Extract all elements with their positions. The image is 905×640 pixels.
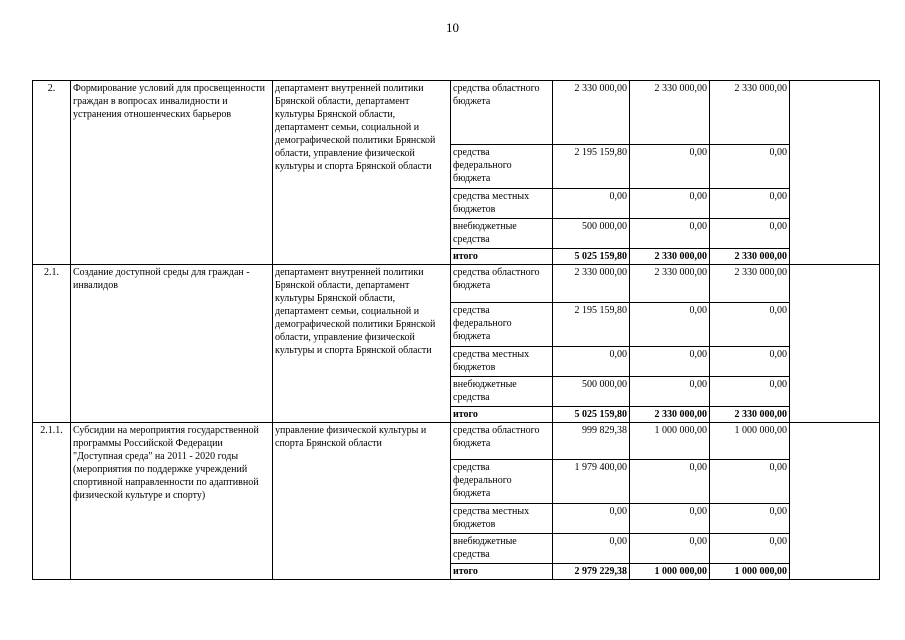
amount-year-1: 2 330 000,00 [553, 265, 630, 303]
funding-source: средства областного бюджета [451, 423, 553, 460]
amount-year-1: 2 195 159,80 [553, 303, 630, 347]
amount-year-3: 0,00 [710, 460, 790, 504]
amount-year-1: 2 195 159,80 [553, 145, 630, 189]
table-row [33, 423, 880, 460]
executor: департамент внутренней политики Брянской области, департамент культуры Брянской области, департамент семьи, социальной и демографической политики Брянской области, управление физической культуры и спорта Брянской области [273, 81, 451, 265]
funding-source: средства областного бюджета [451, 81, 553, 145]
table-row [33, 265, 880, 303]
amount-year-1: 1 979 400,00 [553, 460, 630, 504]
empty-cell [790, 265, 880, 423]
total-year-3: 1 000 000,00 [710, 564, 790, 580]
amount-year-3: 0,00 [710, 189, 790, 219]
total-year-2: 2 330 000,00 [630, 407, 710, 423]
amount-year-1: 500 000,00 [553, 377, 630, 407]
measure-name: Субсидии на мероприятия государственной программы Российской Федерации "Доступная среда" на 2011 - 2020 годы (мероприятия по поддержке учреждений спортивной направленности по адаптивной физической культуре и спорту) [71, 423, 273, 580]
funding-source: средства областного бюджета [451, 265, 553, 303]
funding-source: средства местных бюджетов [451, 347, 553, 377]
amount-year-2: 0,00 [630, 189, 710, 219]
total-year-1: 5 025 159,80 [553, 407, 630, 423]
funding-source: средства федерального бюджета [451, 303, 553, 347]
amount-year-3: 0,00 [710, 219, 790, 249]
funding-source-total: итого [451, 249, 553, 265]
amount-year-2: 0,00 [630, 219, 710, 249]
table-row [33, 81, 880, 145]
amount-year-1: 2 330 000,00 [553, 81, 630, 145]
amount-year-2: 0,00 [630, 534, 710, 564]
measure-name: Формирование условий для просвещенности граждан в вопросах инвалидности и устранения отношенческих барьеров [71, 81, 273, 265]
amount-year-2: 1 000 000,00 [630, 423, 710, 460]
total-year-1: 2 979 229,38 [553, 564, 630, 580]
measure-name: Создание доступной среды для граждан - инвалидов [71, 265, 273, 423]
funding-source-total: итого [451, 564, 553, 580]
total-year-3: 2 330 000,00 [710, 249, 790, 265]
amount-year-3: 2 330 000,00 [710, 265, 790, 303]
amount-year-3: 0,00 [710, 145, 790, 189]
amount-year-1: 0,00 [553, 504, 630, 534]
page-number: 10 [446, 20, 459, 35]
amount-year-3: 0,00 [710, 347, 790, 377]
funding-source: внебюджетные средства [451, 534, 553, 564]
amount-year-3: 1 000 000,00 [710, 423, 790, 460]
funding-source: внебюджетные средства [451, 219, 553, 249]
amount-year-2: 0,00 [630, 504, 710, 534]
amount-year-2: 2 330 000,00 [630, 81, 710, 145]
amount-year-2: 0,00 [630, 347, 710, 377]
budget-table [32, 80, 880, 580]
amount-year-3: 0,00 [710, 534, 790, 564]
total-year-2: 1 000 000,00 [630, 564, 710, 580]
amount-year-2: 0,00 [630, 377, 710, 407]
amount-year-1: 0,00 [553, 534, 630, 564]
funding-source: внебюджетные средства [451, 377, 553, 407]
amount-year-2: 0,00 [630, 145, 710, 189]
amount-year-1: 999 829,38 [553, 423, 630, 460]
funding-source: средства федерального бюджета [451, 145, 553, 189]
amount-year-3: 0,00 [710, 377, 790, 407]
amount-year-2: 0,00 [630, 460, 710, 504]
amount-year-3: 0,00 [710, 303, 790, 347]
funding-source: средства федерального бюджета [451, 460, 553, 504]
total-year-1: 5 025 159,80 [553, 249, 630, 265]
amount-year-3: 2 330 000,00 [710, 81, 790, 145]
total-year-2: 2 330 000,00 [630, 249, 710, 265]
row-number: 2.1. [33, 265, 71, 423]
amount-year-2: 2 330 000,00 [630, 265, 710, 303]
amount-year-1: 0,00 [553, 347, 630, 377]
funding-source: средства местных бюджетов [451, 189, 553, 219]
amount-year-2: 0,00 [630, 303, 710, 347]
row-number: 2. [33, 81, 71, 265]
empty-cell [790, 81, 880, 265]
funding-source-total: итого [451, 407, 553, 423]
amount-year-1: 500 000,00 [553, 219, 630, 249]
amount-year-1: 0,00 [553, 189, 630, 219]
executor: департамент внутренней политики Брянской области, департамент культуры Брянской области, департамент семьи, социальной и демографической политики Брянской области, управление физической культуры и спорта Брянской области [273, 265, 451, 423]
row-number: 2.1.1. [33, 423, 71, 580]
total-year-3: 2 330 000,00 [710, 407, 790, 423]
empty-cell [790, 423, 880, 580]
funding-source: средства местных бюджетов [451, 504, 553, 534]
executor: управление физической культуры и спорта Брянской области [273, 423, 451, 580]
amount-year-3: 0,00 [710, 504, 790, 534]
